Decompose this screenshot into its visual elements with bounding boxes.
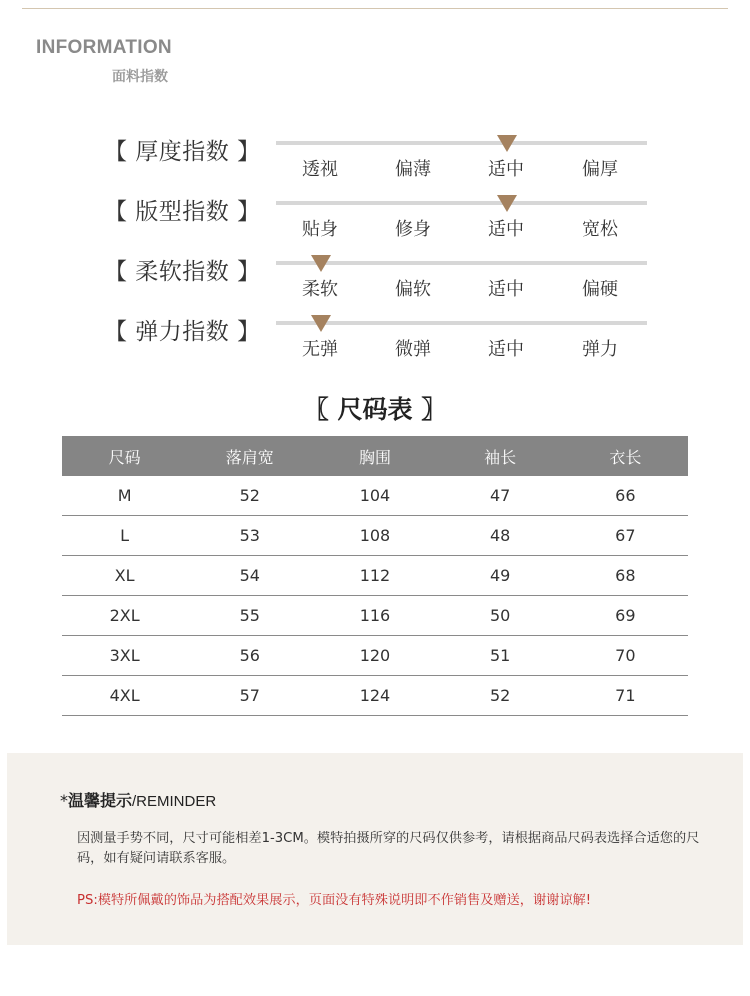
table-cell: 66 xyxy=(615,486,636,505)
table-cell: 54 xyxy=(239,566,260,585)
index-scale-bar xyxy=(276,141,647,145)
page-subtitle: 面料指数 xyxy=(112,69,168,85)
index-option: 弹力 xyxy=(582,339,618,360)
index-option: 修身 xyxy=(395,219,431,240)
table-cell: 49 xyxy=(489,566,511,585)
table-cell: 51 xyxy=(489,646,511,665)
table-header-cell: 胸围 xyxy=(358,447,391,467)
index-marker-icon xyxy=(497,135,517,152)
table-cell: 3XL xyxy=(109,646,140,665)
reminder-title-prefix: * xyxy=(60,791,68,810)
table-cell: 112 xyxy=(359,566,391,585)
table-cell: 4XL xyxy=(109,686,140,705)
table-row xyxy=(62,596,688,636)
table-header-cell: 衣长 xyxy=(609,447,642,467)
index-scale-bar xyxy=(276,201,647,205)
table-row xyxy=(62,556,688,596)
table-cell: 67 xyxy=(615,526,636,545)
table-cell: 70 xyxy=(615,646,636,665)
table-cell: 48 xyxy=(489,526,511,545)
index-option: 适中 xyxy=(488,279,524,300)
index-option: 宽松 xyxy=(582,219,618,240)
reminder-title xyxy=(60,788,216,811)
index-label: 【 弹力指数 】 xyxy=(104,319,261,345)
table-cell: 104 xyxy=(359,486,391,505)
index-row-elasticity xyxy=(0,313,750,373)
table-row xyxy=(62,676,688,716)
page-title: INFORMATION xyxy=(36,37,172,58)
table-row xyxy=(62,636,688,676)
reminder-title-zh: 温馨提示 xyxy=(68,791,133,810)
index-option: 透视 xyxy=(302,159,338,180)
table-header-cell: 尺码 xyxy=(108,447,141,467)
index-row-softness xyxy=(0,253,750,313)
index-option: 贴身 xyxy=(302,219,338,240)
index-label: 【 厚度指数 】 xyxy=(104,139,261,165)
index-label: 【 版型指数 】 xyxy=(104,199,261,225)
table-cell: 47 xyxy=(489,486,511,505)
table-cell: XL xyxy=(114,566,135,585)
table-header-row xyxy=(62,436,688,476)
table-header-cell: 落肩宽 xyxy=(225,447,274,467)
table-cell: 57 xyxy=(239,686,260,705)
table-cell: 116 xyxy=(359,606,391,625)
index-option: 微弹 xyxy=(395,339,431,360)
table-cell: 69 xyxy=(615,606,636,625)
table-cell: 55 xyxy=(239,606,260,625)
index-option: 偏硬 xyxy=(582,279,618,300)
table-cell: 52 xyxy=(239,486,260,505)
table-cell: 56 xyxy=(239,646,260,665)
index-option: 无弹 xyxy=(302,339,338,360)
size-table xyxy=(62,436,688,716)
table-cell: 120 xyxy=(359,646,391,665)
table-cell: 124 xyxy=(359,686,391,705)
index-row-fit xyxy=(0,193,750,253)
size-chart-title: 〖 尺码表 〗 xyxy=(303,395,447,424)
table-row xyxy=(62,516,688,556)
index-marker-icon xyxy=(497,195,517,212)
table-cell: 52 xyxy=(489,686,511,705)
index-option: 适中 xyxy=(488,219,524,240)
index-scale-bar xyxy=(276,261,647,265)
reminder-title-en: /REMINDER xyxy=(132,793,217,810)
index-option: 柔软 xyxy=(302,279,338,300)
table-cell: M xyxy=(117,486,132,505)
index-option: 偏薄 xyxy=(395,159,431,180)
table-cell: 53 xyxy=(239,526,260,545)
table-row xyxy=(62,476,688,516)
table-cell: 108 xyxy=(359,526,391,545)
index-marker-icon xyxy=(311,255,331,272)
index-option: 适中 xyxy=(488,159,524,180)
index-option: 偏厚 xyxy=(582,159,618,180)
index-label: 【 柔软指数 】 xyxy=(104,259,261,285)
index-marker-icon xyxy=(311,315,331,332)
index-option: 适中 xyxy=(488,339,524,360)
table-header-cell: 袖长 xyxy=(484,447,517,467)
top-divider xyxy=(22,8,728,9)
table-cell: L xyxy=(120,526,130,545)
index-row-thickness xyxy=(0,133,750,193)
reminder-body: 因测量手势不同，尺寸可能相差1-3CM。模特拍摄所穿的尺码仅供参考，请根据商品尺码表选择合适您的尺码，如有疑问请联系客服。 xyxy=(77,831,700,866)
table-cell: 68 xyxy=(615,566,636,585)
index-scale-bar xyxy=(276,321,647,325)
table-cell: 50 xyxy=(489,606,511,625)
index-option: 偏软 xyxy=(395,279,431,300)
table-cell: 71 xyxy=(615,686,636,705)
reminder-box xyxy=(7,753,743,945)
table-cell: 2XL xyxy=(109,606,140,625)
reminder-ps: PS:模特所佩戴的饰品为搭配效果展示，页面没有特殊说明即不作销售及赠送，谢谢谅解! xyxy=(77,893,591,908)
